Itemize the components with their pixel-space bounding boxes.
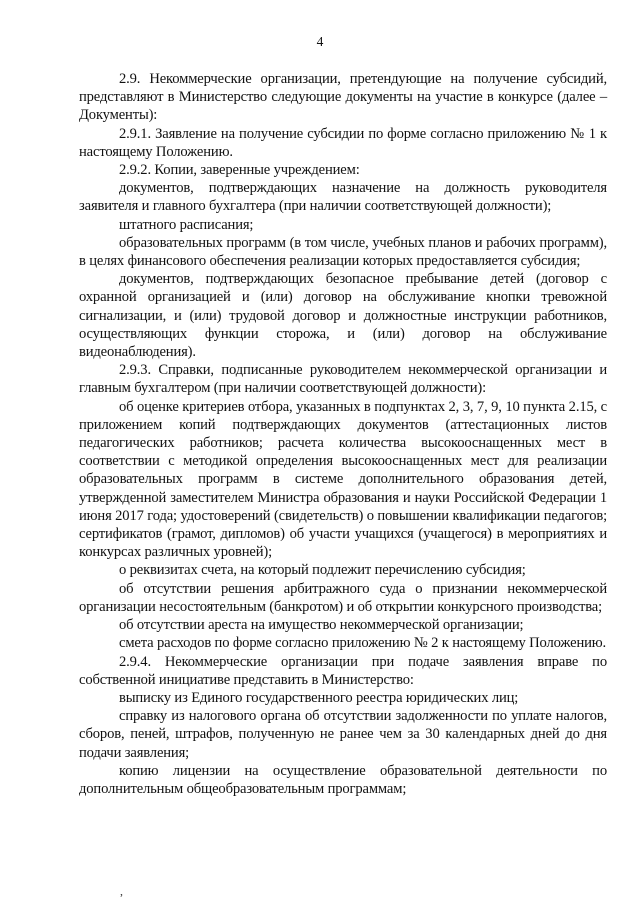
paragraph: смета расходов по форме согласно приложению № 2 к настоящему Положению. bbox=[119, 635, 607, 652]
page-number: 4 bbox=[316, 34, 324, 49]
paragraph: 2.9.2. Копии, заверенные учреждением: bbox=[119, 162, 360, 179]
paragraph: выписку из Единого государственного реестра юридических лиц; bbox=[119, 689, 519, 706]
paragraph: копию лицензии на осуществление образовательной деятельности по дополнительным общеобразовательным программам; bbox=[79, 762, 607, 797]
paragraph: об отсутствии ареста на имущество некоммерческой организации; bbox=[119, 617, 524, 634]
paragraph: образовательных программ (в том числе, учебных планов и рабочих программ), в целях финансового обеспечения реализации которых предоставляется субсидия; bbox=[79, 234, 607, 270]
document-body bbox=[79, 70, 607, 798]
paragraph: об оценке критериев отбора, указанных в подпунктах 2, 3, 7, 9, 10 пункта 2.15, с приложением копий подтверждающих документов (аттестационных листов педагогических работников; расчета количества высокооснащенных мест в соответствии с методикой определения высокооснащенных мест для реализации образовательных программ в системе дополнительного образования детей, утвержденной заместителем Министра образования и науки Российской Федерации 1 июня 2017 года; удостоверений (свидетельств) о повышении квалификации педагогов; сертификатов (грамот, дипломов) об участи учащихся (учащегося) в мероприятиях и конкурсах различных уровней); bbox=[79, 398, 607, 561]
paragraph: документов, подтверждающих безопасное пребывание детей (договор с охранной организацией и (или) договор на обслуживание кнопки тревожной сигнализации, и (или) трудовой договор и должностные инструкции работников, осуществляющих функции сторожа, и (или) договор на обслуживание видеонаблюдения). bbox=[79, 271, 607, 361]
paragraph: 2.9.1. Заявление на получение субсидии по форме согласно приложению № 1 к настоящему Положению. bbox=[79, 125, 607, 160]
paragraph: документов, подтверждающих назначение на должность руководителя заявителя и главного бухгалтера (при наличии соответствующей должности); bbox=[79, 180, 607, 215]
paragraph: справку из налогового органа об отсутствии задолженности по уплате налогов, сборов, пеней, штрафов, полученную не ранее чем за 30 календарных дней до дня подачи заявления; bbox=[79, 708, 607, 761]
paragraph: 2.9. Некоммерческие организации, претендующие на получение субсидий, представляют в Министерство следующие документы на участие в конкурсе (далее – Документы): bbox=[79, 71, 607, 124]
stray-mark: , bbox=[120, 884, 123, 898]
paragraph: 2.9.4. Некоммерческие организации при подаче заявления вправе по собственной инициативе представить в Министерство: bbox=[79, 653, 607, 688]
paragraph: об отсутствии решения арбитражного суда о признании некоммерческой организации несостоятельным (банкротом) и об открытии конкурсного производства; bbox=[79, 580, 607, 615]
paragraph: штатного расписания; bbox=[119, 216, 254, 233]
paragraph: о реквизитах счета, на который подлежит перечислению субсидия; bbox=[119, 562, 526, 579]
paragraph: 2.9.3. Справки, подписанные руководителем некоммерческой организации и главным бухгалтером (при наличии соответствующей должности): bbox=[79, 362, 607, 397]
